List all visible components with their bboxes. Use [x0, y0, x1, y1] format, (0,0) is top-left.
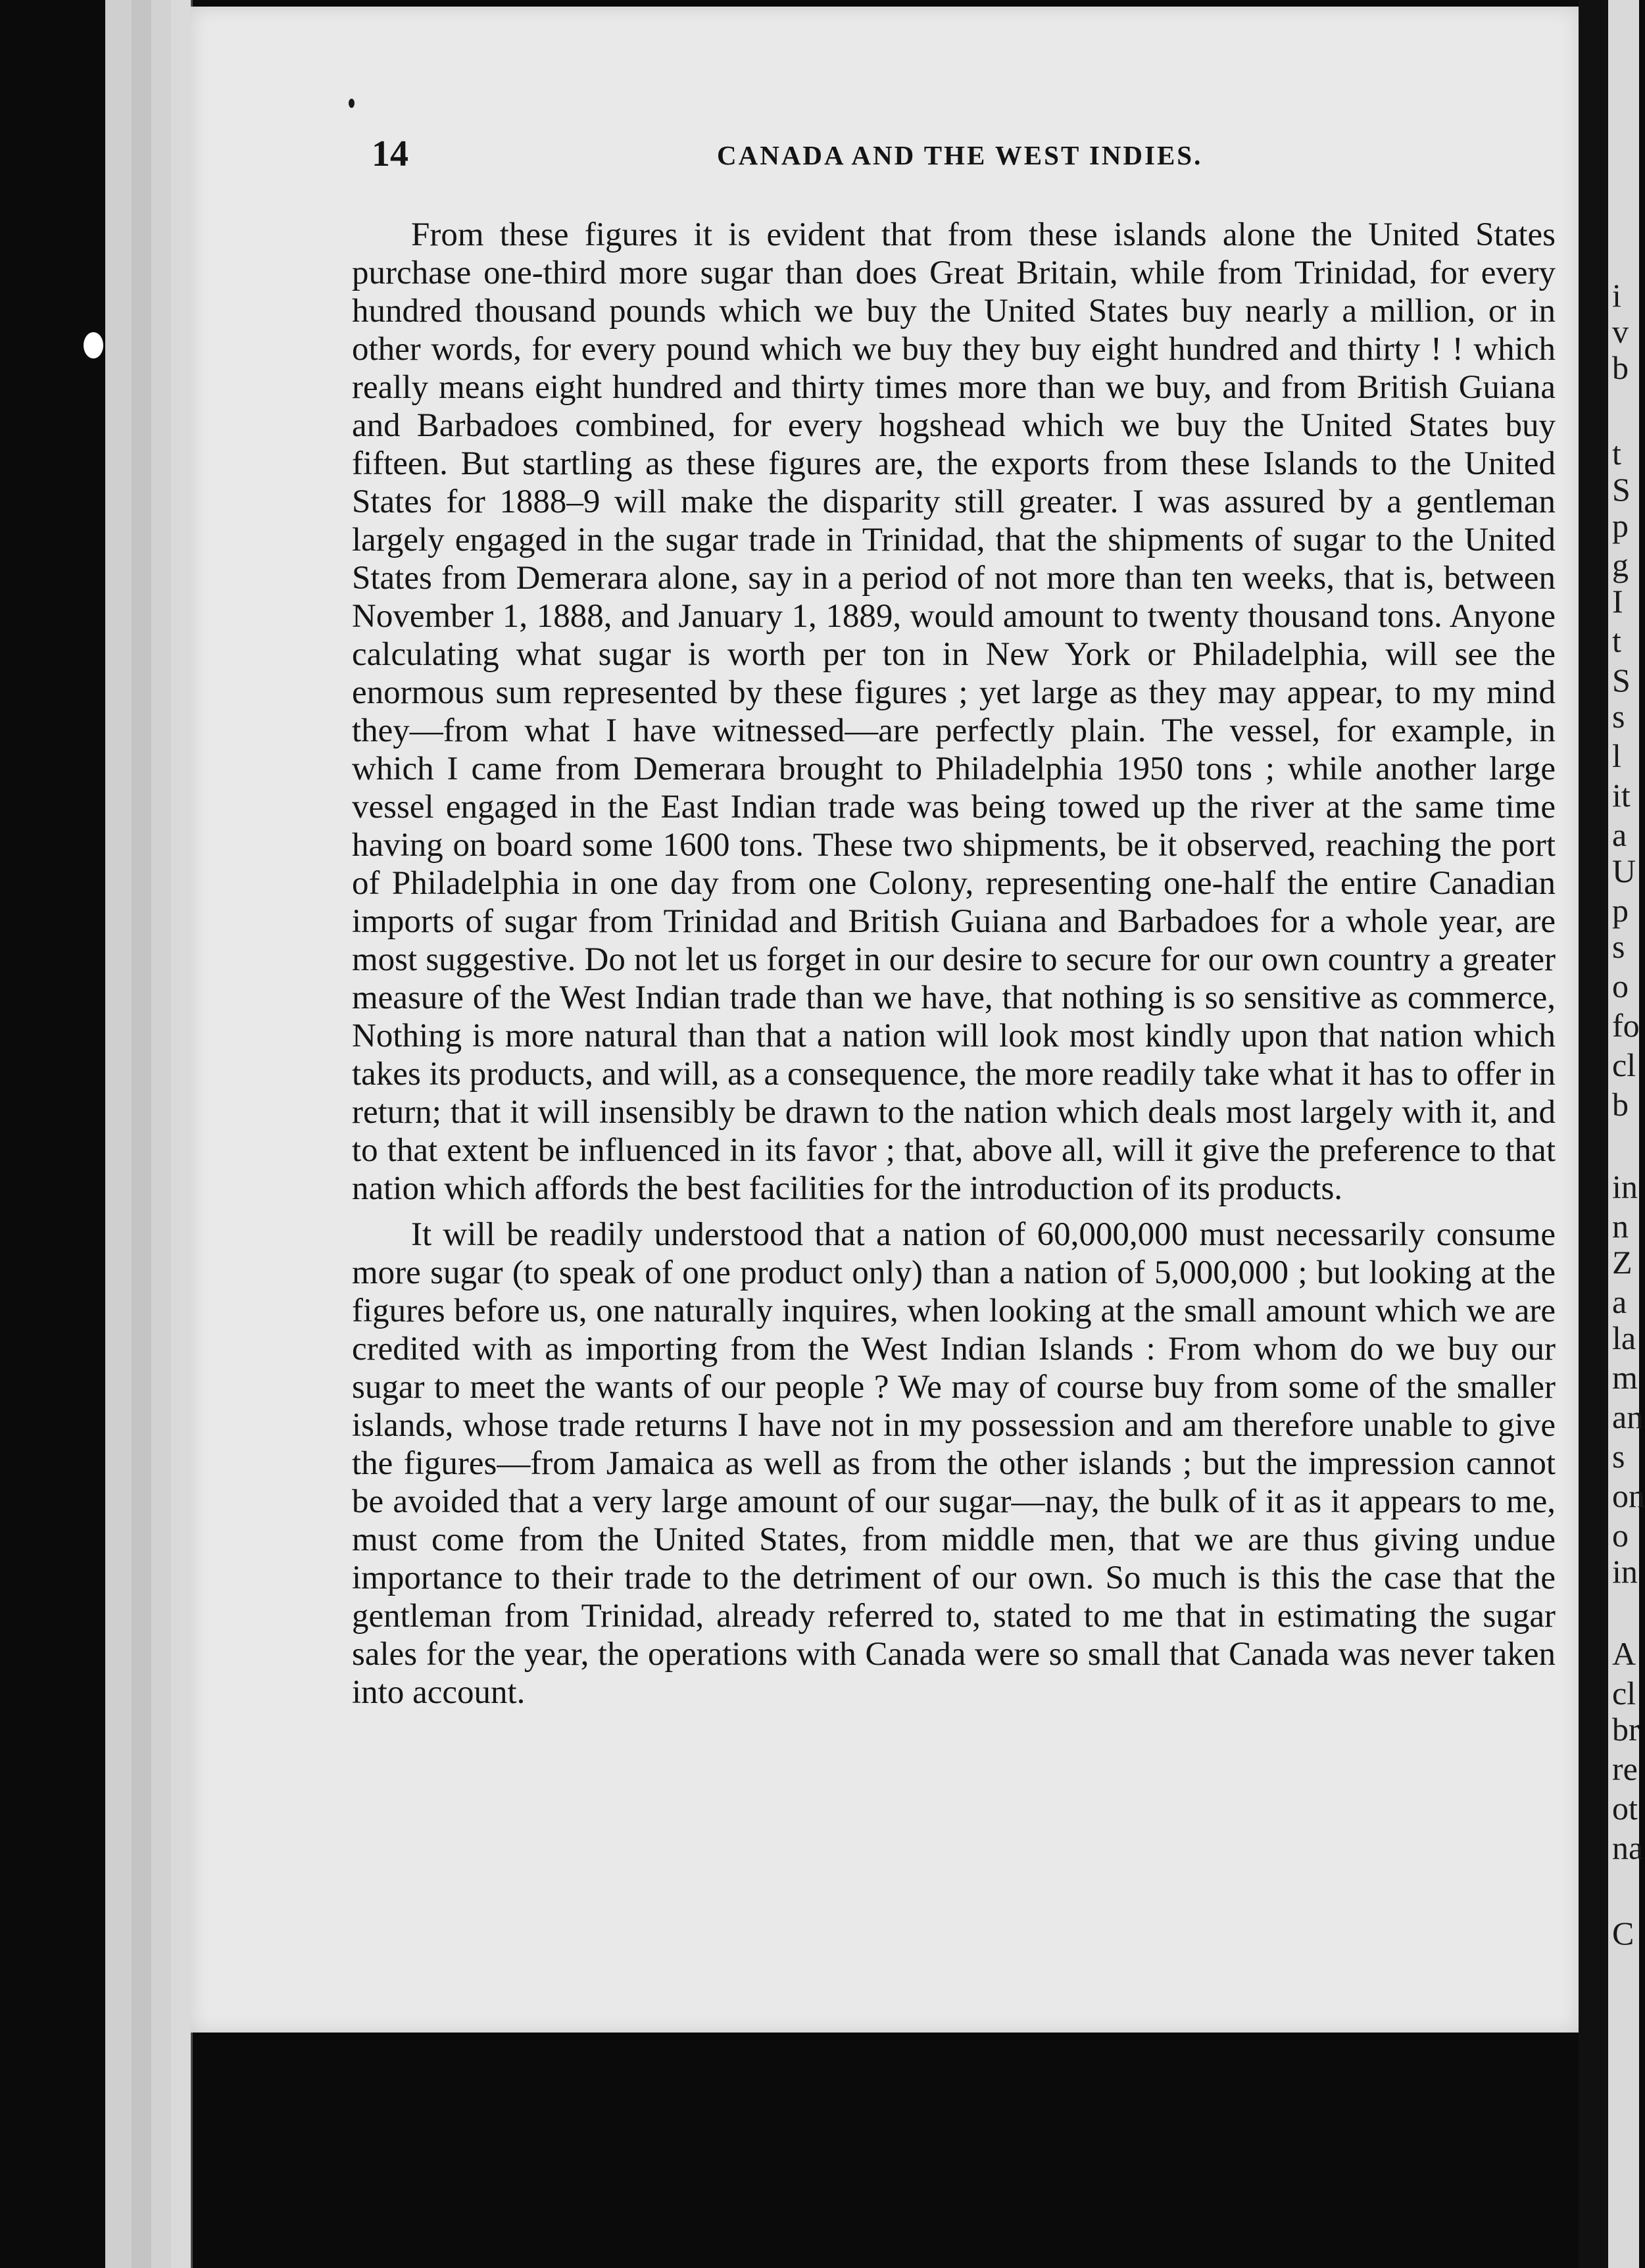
page-edge	[105, 0, 134, 2268]
facing-page-fragment: ot	[1612, 1790, 1638, 1827]
facing-page-fragment: n	[1612, 1208, 1629, 1245]
facing-page-fragment: S	[1612, 662, 1631, 699]
facing-page-fragment: I	[1612, 583, 1623, 620]
facing-page-fragment: re	[1612, 1750, 1638, 1787]
page-edge	[132, 0, 153, 2268]
facing-page-fragment: a	[1612, 816, 1627, 853]
book-gutter	[1579, 0, 1608, 2268]
facing-page-fragment: A	[1612, 1635, 1636, 1672]
running-head: CANADA AND THE WEST INDIES.	[717, 140, 1203, 170]
facing-page-fragment: g	[1612, 547, 1629, 583]
facing-page-fragment: br	[1612, 1711, 1640, 1748]
facing-page-fragment: s	[1612, 698, 1625, 735]
facing-page-fragment: l	[1612, 737, 1621, 774]
facing-page-fragment: U	[1612, 852, 1636, 889]
facing-page-fragment: t	[1612, 622, 1621, 659]
page-edge	[151, 0, 173, 2268]
facing-page-fragment: o	[1612, 1517, 1629, 1554]
facing-page-fragment: i	[1612, 277, 1621, 314]
facing-page-fragment: on	[1612, 1477, 1645, 1514]
paragraph: It will be readily understood that a nation of 60,000,000 must necessarily consume more sugar (to speak of one product only) than a nation of 5,000,000 ; but looking at the figures before us, one naturally inquires, when looking at the small amount which we are credited with as importing from the West Indian Islands : From whom do we buy our sugar to meet the wants of our people ? We may of course buy from some of the smaller islands, whose trade returns I have not in my possession and am therefore unable to give the figures—from Jamaica as well as from the other islands ; but the impression cannot be avoided that a very large amount of our sugar—nay, the bulk of it as it appears to me, must come from the United States, from middle men, that we are thus giving undue importance to their trade to the detriment of our own. So much is this the case that the gentleman from Trinidad, already referred to, stated to me that in estimating the sugar sales for the year, the operations with Canada were so small that Canada was never taken into account.	[352, 1216, 1556, 1711]
page-number: 14	[372, 134, 408, 174]
page-header	[191, 118, 1579, 174]
facing-page-fragment: C	[1612, 1915, 1634, 1952]
facing-page-fragment: s	[1612, 928, 1625, 965]
facing-page-fragment: cl	[1612, 1675, 1636, 1712]
facing-page-strip	[1608, 0, 1645, 2268]
scan-blemish	[84, 332, 103, 358]
facing-page-fragment: in	[1612, 1553, 1638, 1590]
facing-page-fragment: t	[1612, 435, 1621, 472]
paragraph: From these figures it is evident that from these islands alone the United States purchase one-third more sugar than does Great Britain, while from Trinidad, for every hundred thousand pounds which we buy the United States buy nearly a million, or in other words, for every pound which we buy they buy eight hundred and thirty ! ! which really means eight hundred and thirty times more than we buy, and from British Guiana and Barbadoes combined, for every hogshead which we buy the United States buy fifteen. But startling as these figures are, the exports from these Islands to the United States for 1888–9 will make the disparity still greater. I was assured by a gentleman largely engaged in the sugar trade in Trinidad, that the shipments of sugar to the United States from Demerara alone, say in a period of not more than ten weeks, that is, between November 1, 1888, and January 1, 1889, would amount to twenty thousand tons. Anyone calculating what sugar is worth per ton in New York or Philadelphia, will see the enormous sum represented by these figures ; yet large as they may appear, to my mind they—from what I have witnessed—are perfectly plain. The vessel, for example, in which I came from Demerara brought to Philadelphia 1950 tons ; while another large vessel engaged in the East Indian trade was being towed up the river at the same time having on board some 1600 tons. These two shipments, be it observed, reaching the port of Philadelphia in one day from one Colony, representing one-half the entire Canadian imports of sugar from Trinidad and British Guiana and Barbadoes for a whole year, are most suggestive. Do not let us forget in our desire to secure for our own country a greater measure of the West Indian trade than we have, that nothing is so sensitive as commerce, Nothing is more natural than that a nation will look most kindly upon that nation which takes its products, and will, as a consequence, the more readily take what it has to offer in return; that it will insensibly be drawn to the nation which deals most largely with it, and to that extent be influenced in its favor ; that, above all, will it give the preference to that nation which affords the best facilities for the introduction of its products.	[352, 216, 1556, 1207]
facing-page-fragment: a	[1612, 1283, 1627, 1320]
facing-page-fragment: fo	[1612, 1007, 1640, 1044]
facing-page-fragment: na	[1612, 1829, 1644, 1866]
facing-page-fragment: la	[1612, 1319, 1636, 1356]
facing-page-fragment: s	[1612, 1438, 1625, 1475]
facing-page-fragment: it	[1612, 777, 1631, 814]
body-text	[352, 216, 1556, 1712]
scan-blemish	[349, 99, 355, 108]
facing-page-fragment: p	[1612, 507, 1629, 544]
facing-page-fragment: o	[1612, 968, 1629, 1004]
facing-page-fragment: m	[1612, 1359, 1638, 1396]
facing-page-fragment: b	[1612, 1086, 1629, 1123]
facing-page-fragment: an	[1612, 1398, 1644, 1435]
book-page	[191, 7, 1579, 2033]
facing-page-fragment: b	[1612, 349, 1629, 386]
facing-page-fragment: Z	[1612, 1244, 1633, 1281]
facing-page-fragment: in	[1612, 1168, 1638, 1205]
page-edge	[171, 0, 193, 2268]
facing-page-fragment: v	[1612, 313, 1629, 350]
facing-page-fragment: S	[1612, 471, 1631, 508]
facing-page-fragment: p	[1612, 892, 1629, 929]
facing-page-fragment: cl	[1612, 1047, 1636, 1083]
